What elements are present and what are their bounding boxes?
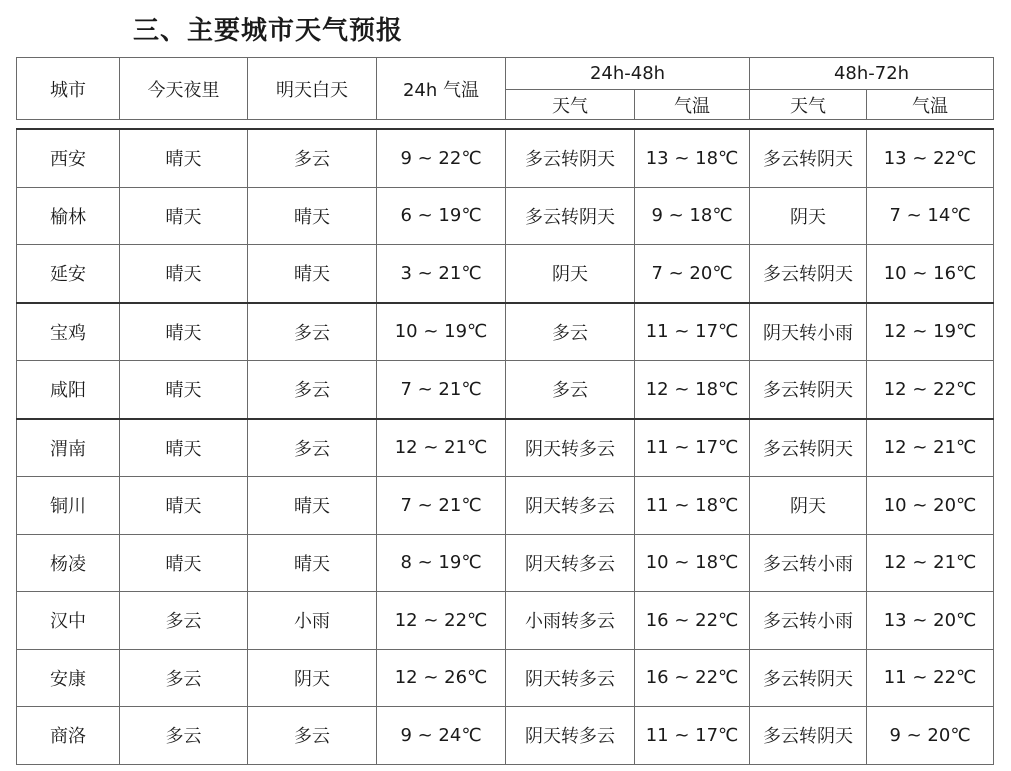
cell-weather-72: 多云转阴天 [750, 245, 867, 303]
cell-temp-48: 9 ~ 18℃ [635, 187, 750, 245]
cell-temp-48: 16 ~ 22℃ [635, 649, 750, 707]
header-weather-48: 天气 [506, 90, 635, 120]
header-temp-24h: 24h 气温 [377, 58, 506, 120]
header-temp-72: 气温 [867, 90, 994, 120]
cell-weather-72: 多云转阴天 [750, 129, 867, 187]
cell-tonight: 多云 [120, 649, 248, 707]
cell-tonight: 多云 [120, 592, 248, 650]
cell-city: 宝鸡 [17, 303, 120, 361]
cell-city: 商洛 [17, 707, 120, 765]
cell-tonight: 晴天 [120, 303, 248, 361]
header-period-48-72: 48h-72h [750, 58, 994, 90]
cell-temp-24h: 12 ~ 22℃ [377, 592, 506, 650]
cell-temp-72: 12 ~ 19℃ [867, 303, 994, 361]
cell-temp-48: 10 ~ 18℃ [635, 534, 750, 592]
cell-weather-48: 阴天 [506, 245, 635, 303]
header-city: 城市 [17, 58, 120, 120]
cell-weather-72: 多云转小雨 [750, 592, 867, 650]
header-tonight: 今天夜里 [120, 58, 248, 120]
table-row [17, 649, 994, 707]
cell-temp-72: 9 ~ 20℃ [867, 707, 994, 765]
cell-weather-72: 多云转阴天 [750, 361, 867, 419]
table-row [17, 477, 994, 535]
cell-tonight: 晴天 [120, 129, 248, 187]
cell-temp-72: 12 ~ 21℃ [867, 419, 994, 477]
cell-weather-72: 阴天 [750, 187, 867, 245]
cell-temp-48: 13 ~ 18℃ [635, 129, 750, 187]
cell-city: 汉中 [17, 592, 120, 650]
cell-temp-72: 10 ~ 16℃ [867, 245, 994, 303]
cell-weather-48: 多云 [506, 361, 635, 419]
forecast-table-body [16, 128, 994, 765]
cell-weather-72: 多云转阴天 [750, 707, 867, 765]
cell-tonight: 晴天 [120, 477, 248, 535]
cell-tomorrow-day: 多云 [248, 303, 377, 361]
cell-tomorrow-day: 多云 [248, 707, 377, 765]
header-weather-72: 天气 [750, 90, 867, 120]
cell-weather-72: 多云转阴天 [750, 419, 867, 477]
cell-tomorrow-day: 晴天 [248, 534, 377, 592]
cell-weather-48: 阴天转多云 [506, 419, 635, 477]
cell-weather-48: 阴天转多云 [506, 707, 635, 765]
cell-temp-72: 12 ~ 21℃ [867, 534, 994, 592]
cell-temp-72: 12 ~ 22℃ [867, 361, 994, 419]
cell-temp-72: 13 ~ 22℃ [867, 129, 994, 187]
cell-city: 西安 [17, 129, 120, 187]
cell-temp-72: 13 ~ 20℃ [867, 592, 994, 650]
cell-tomorrow-day: 晴天 [248, 187, 377, 245]
cell-weather-72: 阴天 [750, 477, 867, 535]
header-period-24-48: 24h-48h [506, 58, 750, 90]
cell-weather-72: 多云转阴天 [750, 649, 867, 707]
cell-temp-24h: 3 ~ 21℃ [377, 245, 506, 303]
table-row [17, 534, 994, 592]
cell-tomorrow-day: 小雨 [248, 592, 377, 650]
cell-temp-48: 11 ~ 17℃ [635, 707, 750, 765]
cell-weather-72: 多云转小雨 [750, 534, 867, 592]
cell-temp-24h: 9 ~ 24℃ [377, 707, 506, 765]
cell-tonight: 晴天 [120, 187, 248, 245]
cell-temp-48: 7 ~ 20℃ [635, 245, 750, 303]
cell-weather-48: 多云转阴天 [506, 129, 635, 187]
cell-temp-24h: 9 ~ 22℃ [377, 129, 506, 187]
header-temp-48: 气温 [635, 90, 750, 120]
forecast-table-header [16, 57, 994, 120]
cell-temp-48: 11 ~ 18℃ [635, 477, 750, 535]
cell-temp-48: 11 ~ 17℃ [635, 419, 750, 477]
cell-city: 杨凌 [17, 534, 120, 592]
cell-temp-24h: 7 ~ 21℃ [377, 361, 506, 419]
table-row [17, 245, 994, 303]
cell-tonight: 晴天 [120, 361, 248, 419]
table-row [17, 419, 994, 477]
cell-tonight: 晴天 [120, 419, 248, 477]
table-row [17, 187, 994, 245]
cell-temp-72: 11 ~ 22℃ [867, 649, 994, 707]
table-row [17, 707, 994, 765]
cell-tonight: 晴天 [120, 534, 248, 592]
cell-tomorrow-day: 多云 [248, 361, 377, 419]
cell-city: 渭南 [17, 419, 120, 477]
cell-temp-24h: 10 ~ 19℃ [377, 303, 506, 361]
cell-temp-48: 16 ~ 22℃ [635, 592, 750, 650]
cell-temp-24h: 12 ~ 21℃ [377, 419, 506, 477]
table-row [17, 592, 994, 650]
cell-temp-48: 12 ~ 18℃ [635, 361, 750, 419]
cell-temp-24h: 12 ~ 26℃ [377, 649, 506, 707]
table-row [17, 361, 994, 419]
cell-weather-48: 阴天转多云 [506, 477, 635, 535]
cell-tomorrow-day: 阴天 [248, 649, 377, 707]
cell-temp-24h: 8 ~ 19℃ [377, 534, 506, 592]
cell-weather-72: 阴天转小雨 [750, 303, 867, 361]
table-row [17, 129, 994, 187]
cell-city: 延安 [17, 245, 120, 303]
cell-weather-48: 小雨转多云 [506, 592, 635, 650]
cell-tomorrow-day: 晴天 [248, 245, 377, 303]
cell-city: 铜川 [17, 477, 120, 535]
cell-city: 榆林 [17, 187, 120, 245]
cell-temp-24h: 6 ~ 19℃ [377, 187, 506, 245]
table-row [17, 303, 994, 361]
cell-weather-48: 多云转阴天 [506, 187, 635, 245]
cell-city: 咸阳 [17, 361, 120, 419]
cell-tonight: 晴天 [120, 245, 248, 303]
cell-temp-72: 10 ~ 20℃ [867, 477, 994, 535]
cell-tomorrow-day: 多云 [248, 129, 377, 187]
cell-tonight: 多云 [120, 707, 248, 765]
cell-tomorrow-day: 晴天 [248, 477, 377, 535]
cell-weather-48: 阴天转多云 [506, 649, 635, 707]
cell-temp-24h: 7 ~ 21℃ [377, 477, 506, 535]
cell-weather-48: 阴天转多云 [506, 534, 635, 592]
page-title: 三、主要城市天气预报 [133, 16, 404, 46]
cell-tomorrow-day: 多云 [248, 419, 377, 477]
cell-temp-48: 11 ~ 17℃ [635, 303, 750, 361]
header-tomorrow-day: 明天白天 [248, 58, 377, 120]
cell-weather-48: 多云 [506, 303, 635, 361]
cell-temp-72: 7 ~ 14℃ [867, 187, 994, 245]
cell-city: 安康 [17, 649, 120, 707]
